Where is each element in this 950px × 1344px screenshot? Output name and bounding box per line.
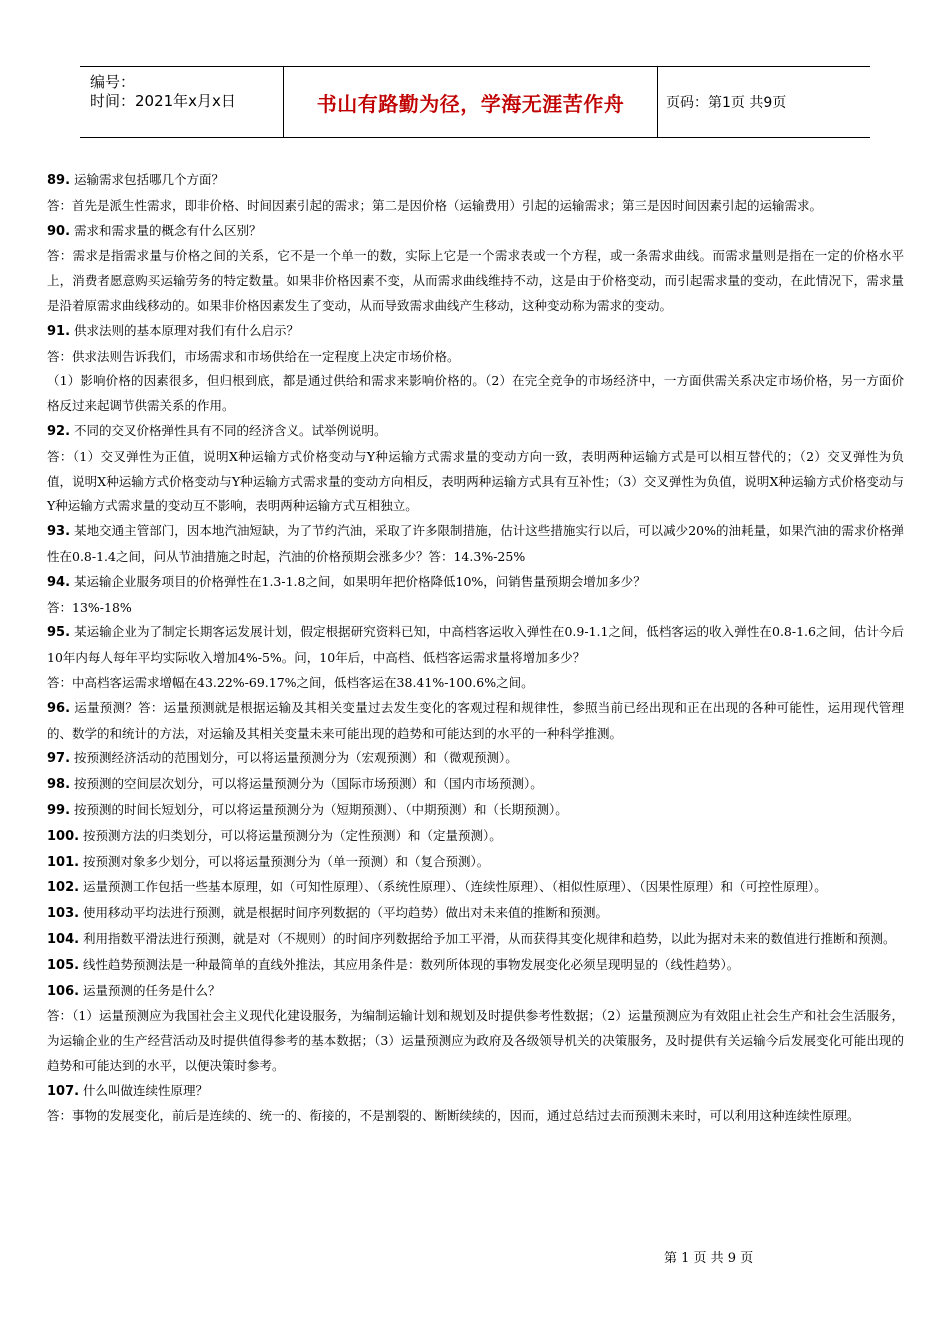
answer-text: 答：（1）交叉弹性为正值，说明X种运输方式价格变动与Y种运输方式需求量的变动方向一致，表明两种运输方式是可以相互替代的；（2）交叉弹性为负值，说明X种运输方式价格变动与Y种运输方式需求量的变动方向相反，表明两种运输方式具有互补性；（3）交叉弹性为负值，说明X种运输方式价格变动与Y种运输方式需求量的变动互不影响，表明两种运输方式互相独立。 [47,448,904,514]
header-page-code: 页码：第1页 共9页 [666,95,787,111]
answer-text: 答：供求法则告诉我们，市场需求和市场供给在一定程度上决定市场价格。 [47,348,460,364]
header-motto: 书山有路勤为径，学海无涯苦作舟 [284,67,658,137]
question-number: 91. [47,323,71,339]
answer-text: 答：（1）运量预测应为我国社会主义现代化建设服务，为编制运输计划和规划及时提供参考性数据；（2）运量预测应为有效阻止社会生产和社会生活服务，为运输企业的生产经营活动及时提供值得参考的基本数据；（3）运量预测应为政府及各级领导机关的决策服务，及时提供有关运输今后发展变化可能出现的趋势和可能达到的水平，以便决策时参考。 [47,1008,904,1073]
question-number: 107. [47,1083,80,1099]
page-footer: 第 1 页 共 9 页 [664,1251,754,1266]
answer-paragraph [47,369,904,419]
answer-paragraph [47,445,904,519]
question-number: 89. [47,173,71,188]
question-text: 需求和需求量的概念有什么区别？ [70,222,262,238]
answer-paragraph [47,194,904,219]
question-item [47,319,904,345]
question-text: 供求法则的基本原理对我们有什么启示？ [70,322,300,338]
question-text: 什么叫做连续性原理？ [79,1082,209,1098]
question-text: 按预测方法的归类划分，可以将运量预测分为（定性预测）和（定量预测）。 [79,827,502,843]
answer-text: 答：首先是派生性需求，即非价格、时间因素引起的需求；第二是因价格（运输费用）引起的运输需求；第三是因时间因素引起的运输需求。 [47,197,823,213]
answer-text: 答：需求是指需求量与价格之间的关系，它不是一个单一的数，实际上它是一个需求表或一个方程，或一条需求曲线。而需求量则是指在一定的价格水平上，消费者愿意购买运输劳务的特定数量。如果非价格因素不变，从而需求曲线维持不动，这是由于价格变动，而引起需求量的变动，在此情况下，需求量是沿着原需求曲线移动的。如果非价格因素发生了变动，从而导致需求曲线产生移动，这种变动称为需求的变动。 [47,248,904,313]
answer-paragraph [47,671,904,696]
question-number: 96. [47,700,71,716]
answer-paragraph [47,596,904,621]
question-item [47,979,904,1005]
answer-paragraph [47,244,904,318]
question-text: 运量预测工作包括一些基本原理，如（可知性原理）、（系统性原理）、（连续性原理）、（相似性原理）、（因果性原理）和（可控性原理）。 [79,879,827,895]
serial-number: 编号： [90,73,136,91]
question-item [47,927,904,953]
question-item [47,570,904,596]
question-text: 线性趋势预测法是一种最简单的直线外推法，其应用条件是：数列所体现的事物发展变化必须呈现明显的（线性趋势）。 [79,956,740,972]
question-number: 98. [47,777,71,793]
question-text: 运输需求包括哪几个方面？ [70,172,225,187]
question-item [47,772,904,798]
answer-text: 答：事物的发展变化，前后是连续的、统一的、衔接的，不是割裂的、断断续续的，因而，通过总结过去而预测未来时，可以利用这种连续性原理。 [47,1108,860,1124]
question-text: 不同的交叉价格弹性具有不同的经济含义。试举例说明。 [70,422,387,438]
document-date: 时间：2021年x月x日 [90,92,236,110]
question-number: 105. [47,957,80,973]
question-item [47,798,904,824]
page-header [80,66,870,138]
question-item [47,1079,904,1105]
question-number: 101. [47,854,80,870]
answer-paragraph [47,1104,904,1129]
question-item [47,953,904,979]
answer-text: （1）影响价格的因素很多，但归根到底，都是通过供给和需求来影响价格的。（2）在完全竞争的市场经济中，一方面供需关系决定市场价格，另一方面价格反过来起调节供需关系的作用。 [47,373,904,414]
question-item [47,901,904,927]
question-number: 106. [47,983,80,999]
question-number: 102. [47,880,80,896]
question-item [47,219,904,245]
question-number: 95. [47,625,71,641]
question-item [47,519,904,570]
question-item [47,875,904,901]
question-text: 按预测的时间长短划分，可以将运量预测分为（短期预测）、（中期预测）和（长期预测）。 [70,801,568,817]
answer-text: 答：中高档客运需求增幅在43.22%-69.17%之间，低档客运在38.41%-100.6%之间。 [47,674,534,690]
question-number: 104. [47,931,80,947]
question-number: 94. [47,574,71,590]
question-text: 某运输企业服务项目的价格弹性在1.3-1.8之间，如果明年把价格降低10%，问销售量预期会增加多少？ [70,573,646,589]
question-item [47,168,904,194]
question-item [47,824,904,850]
question-number: 97. [47,751,71,767]
answer-paragraph [47,1004,904,1078]
question-item [47,620,904,671]
question-text: 利用指数平滑法进行预测，就是对（不规则）的时间序列数据给予加工平滑，从而获得其变化规律和趋势，以此为据对未来的数值进行推断和预测。 [79,930,896,946]
question-number: 100. [47,828,80,844]
question-number: 99. [47,802,71,818]
header-meta [80,67,284,137]
question-number: 93. [47,524,71,540]
question-number: 103. [47,906,80,922]
question-text: 某运输企业为了制定长期客运发展计划，假定根据研究资料已知，中高档客运收入弹性在0.9-1.1之间，低档客运的收入弹性在0.8-1.6之间，估计今后10年内每人每年平均实际收入增加4%-5%。问，10年后，中高档、低档客运需求量将增加多少？ [47,624,904,666]
answer-paragraph [47,345,904,370]
question-item [47,696,904,747]
question-text: 使用移动平均法进行预测，就是根据时间序列数据的（平均趋势）做出对未来值的推断和预测。 [79,905,609,921]
question-number: 90. [47,223,71,239]
question-text: 按预测对象多少划分，可以将运量预测分为（单一预测）和（复合预测）。 [79,853,490,869]
question-item [47,419,904,445]
answer-text: 答：13%-18% [47,599,132,615]
question-text: 按预测经济活动的范围划分，可以将运量预测分为（宏观预测）和（微观预测）。 [70,750,518,766]
question-item [47,746,904,772]
question-number: 92. [47,423,71,439]
question-text: 运量预测？答：运量预测就是根据运输及其相关变量过去发生变化的客观过程和规律性，参照当前已经出现和正在出现的各种可能性，运用现代管理的、数学的和统计的方法，对运输及其相关变量未来可能出现的趋势和可能达到的水平的一种科学推测。 [47,699,904,741]
question-text: 按预测的空间层次划分，可以将运量预测分为（国际市场预测）和（国内市场预测）。 [70,776,543,792]
question-item [47,850,904,876]
question-text: 某地交通主管部门，因本地汽油短缺，为了节约汽油，采取了许多限制措施，估计这些措施实行以后，可以减少20%的油耗量，如果汽油的需求价格弹性在0.8-1.4之间，问从节油措施之时起，汽油的价格预期会涨多少？答：14.3%-25% [47,523,904,564]
qa-content [47,168,904,1129]
question-text: 运量预测的任务是什么？ [79,982,221,998]
